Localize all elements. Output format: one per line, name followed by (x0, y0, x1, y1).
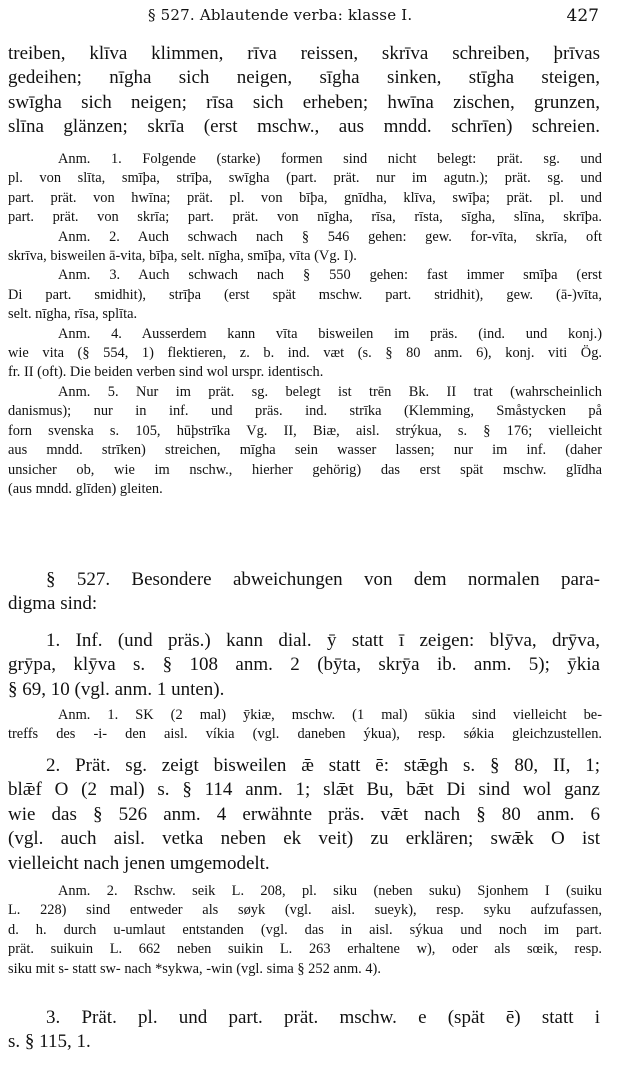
annotations-block (8, 150, 602, 499)
annotation-1-block (8, 706, 602, 745)
annotation-line: Anm. 1. SK (2 mal) ȳkiæ, mschw. (1 mal) sūkia sind vielleicht be- (58, 707, 602, 723)
annotation-line: Anm. 2. Auch schwach nach § 546 gehen: gew. for-vīta, skrīa, oft (58, 228, 602, 245)
text-line: grȳpa, klȳva s. § 108 anm. 2 (bȳta, skrȳa ib. anm. 5); ȳkia (8, 654, 600, 676)
text-line: slīna glänzen; skrīa (erst mschw., aus mndd. schrīen) schreien. (8, 116, 600, 138)
annotation-line: prät. suikuin L. 662 neben suikin L. 263 erhaltene w), oder als sœik, resp. (8, 941, 602, 958)
annotation-line: d. h. durch u-umlaut entstanden (vgl. das in aisl. sýkua und noch im part. (8, 921, 602, 938)
annotation-line: Di part. smidhit), strīþa (erst spät mschw. part. stridhit), gew. (ā-)vīta, (8, 286, 602, 303)
annotation-line: Anm. 5. Nur im prät. sg. belegt ist trēn Bk. II trat (wahrscheinlich (58, 383, 602, 400)
annotation-line: wie vita (§ 554, 1) flektieren, z. b. ind. væt (s. § 80 anm. 6), konj. viti Ög. (8, 345, 602, 362)
annotation-line: Anm. 4. Ausserdem kann vīta bisweilen im präs. (ind. und konj.) (58, 325, 602, 342)
text-line: wie das § 526 anm. 4 erwähnte präs. vǣt nach § 80 anm. 6 (8, 803, 600, 825)
point-2-paragraph (8, 754, 600, 876)
annotation-line: Anm. 3. Auch schwach nach § 550 gehen: fast immer smīþa (erst (58, 267, 602, 284)
text-line: gedeihen; nīgha sich neigen, sīgha sinken, stīgha steigen, (8, 67, 600, 89)
text-line: treiben, klīva klimmen, rīva reissen, skrīva schreiben, þrīvas (8, 43, 600, 64)
text-line: swīgha sich neigen; rīsa sich erheben; hwīna zischen, grunzen, (8, 91, 600, 113)
annotation-line: (aus mndd. glīden) gleiten. (8, 480, 163, 497)
section-heading-line: § 527. Besondere abweichungen von dem normalen para- (46, 569, 600, 590)
text-line: blǣf O (2 mal) s. § 114 anm. 1; slǣt Bu, bǣt Di sind wol ganz (8, 779, 600, 801)
annotation-line: fr. II (oft). Die beiden verben sind wol urspr. identisch. (8, 364, 324, 381)
text-line: 2. Prät. sg. zeigt bisweilen ǣ statt ē: stǣgh s. § 80, II, 1; (46, 755, 600, 776)
annotation-line: forn svenska s. 105, hūþstrīka Vg. II, Biæ, aisl. strýkua, s. § 176; vielleicht (8, 422, 602, 439)
annotation-line: part. prät. von skrīa; part. prät. von nīgha, rīsa, rīsta, sīgha, slīna, skrīþa. (8, 209, 602, 226)
text-line: s. § 115, 1. (8, 1031, 91, 1053)
page-number: 427 (566, 6, 599, 26)
annotation-line: Anm. 1. Folgende (starke) formen sind nicht belegt: prät. sg. und (58, 151, 602, 167)
text-line: digma sind: (8, 593, 98, 615)
annotation-line: unsicher ob, wie im nschw., hierher gehörig) das erst spät mschw. glīdha (8, 461, 602, 478)
text-line: 3. Prät. pl. und part. prät. mschw. e (spät ē) statt i (46, 1007, 600, 1028)
text-line: (vgl. auch aisl. vetka neben ek veit) zu erklären; swǣk O ist (8, 828, 600, 850)
verb-list-paragraph (8, 42, 600, 140)
annotation-line: skrīva, bisweilen ā-vita, bīþa, selt. nīgha, smīþa, vīta (Vg. I). (8, 248, 357, 265)
annotation-line: part. prät. von hwīna; prät. pl. von bīþa, gnīdha, klīva, swīþa; prät. pl. und (8, 189, 602, 206)
annotation-line: selt. nīgha, rīsa, splīta. (8, 306, 138, 323)
annotation-line: siku mit s- statt sw- nach *sykwa, -win (vgl. sima § 252 anm. 4). (8, 960, 381, 977)
text-line: § 69, 10 (vgl. anm. 1 unten). (8, 678, 225, 700)
text-line: vielleicht nach jenen umgemodelt. (8, 852, 270, 874)
running-header (0, 6, 621, 30)
annotation-line: danismus); nur in inf. und präs. ind. strīka (Klemming, Småstycken på (8, 403, 602, 420)
running-header-title: § 527. Ablautende verba: klasse I. (148, 6, 413, 24)
annotation-line: treffs des -i- den aisl. víkia (vgl. daneben ýkua), resp. sǿkia gleichzustellen. (8, 726, 602, 743)
section-527-paragraph (8, 568, 600, 702)
annotation-2-block (8, 882, 602, 979)
annotation-line: L. 228) sind entweder als søyk (vgl. aisl. sueyk), resp. syku aufzufassen, (8, 902, 602, 919)
annotation-line: Anm. 2. Rschw. seik L. 208, pl. siku (neben suku) Sjonhem I (suiku (58, 883, 602, 899)
annotation-line: pl. von slīta, smīþa, strīþa, swīgha (part. prät. nur im agutn.); prät. sg. und (8, 170, 602, 187)
annotation-line: aus mndd. strīken) streichen, mīgha sein wasser lassen; nur im inf. (daher (8, 442, 602, 459)
point-3-paragraph (8, 1006, 600, 1055)
text-line: 1. Inf. (und präs.) kann dial. ȳ statt ī zeigen: blȳva, drȳva, (46, 629, 600, 651)
